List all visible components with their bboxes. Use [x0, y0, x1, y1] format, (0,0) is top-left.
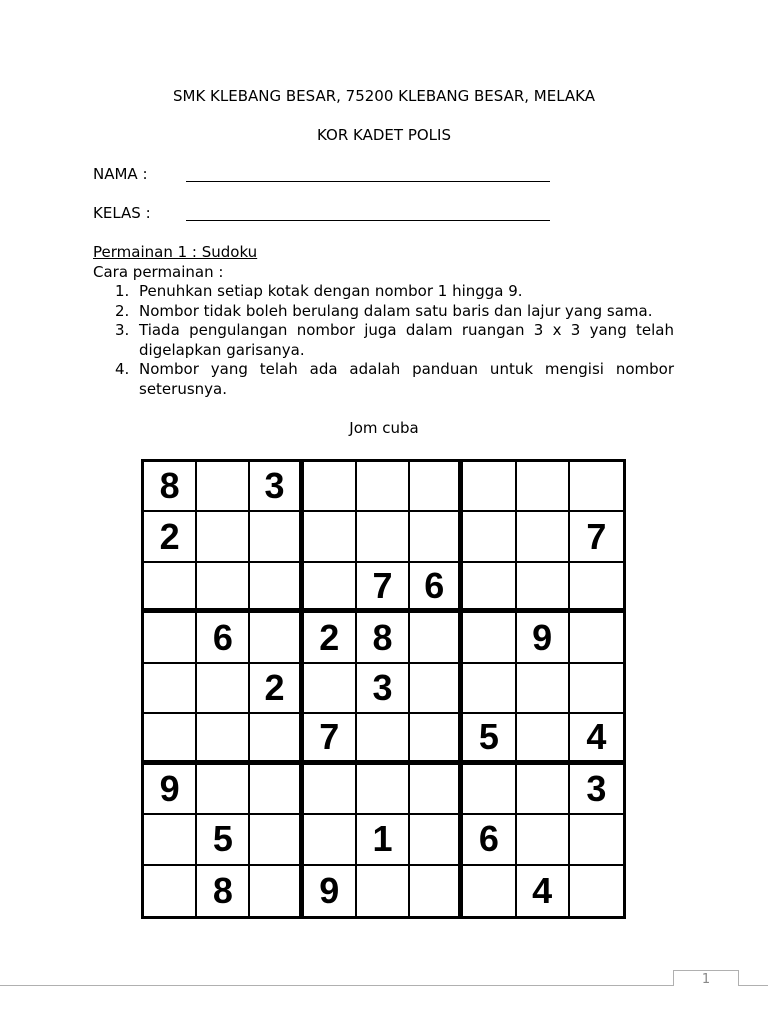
sudoku-cell[interactable] — [144, 563, 197, 613]
sudoku-cell[interactable] — [304, 563, 357, 613]
sudoku-cell[interactable] — [463, 462, 516, 512]
sudoku-cell[interactable]: 6 — [197, 613, 250, 663]
unit-heading: KOR KADET POLIS — [317, 126, 451, 144]
sudoku-cell[interactable] — [570, 462, 623, 512]
footer-divider — [0, 985, 768, 986]
class-label: KELAS : — [93, 204, 151, 222]
sudoku-cell[interactable] — [250, 512, 303, 562]
sudoku-cell[interactable] — [144, 714, 197, 764]
sudoku-cell[interactable] — [304, 512, 357, 562]
sudoku-cell[interactable] — [410, 664, 463, 714]
sudoku-cell[interactable] — [250, 563, 303, 613]
sudoku-cell[interactable] — [250, 815, 303, 865]
sudoku-cell[interactable] — [517, 462, 570, 512]
sudoku-cell[interactable]: 6 — [463, 815, 516, 865]
sudoku-cell[interactable] — [410, 815, 463, 865]
page-number: 1 — [673, 970, 739, 986]
game-title: Permainan 1 : Sudoku — [93, 243, 258, 261]
sudoku-cell[interactable] — [197, 462, 250, 512]
prompt-text: Jom cuba — [349, 419, 419, 437]
sudoku-cell[interactable] — [517, 815, 570, 865]
sudoku-cell[interactable] — [463, 664, 516, 714]
sudoku-cell[interactable] — [197, 765, 250, 815]
rule-number: 3. — [115, 321, 130, 340]
sudoku-cell[interactable]: 8 — [357, 613, 410, 663]
rule-text: Nombor tidak boleh berulang dalam satu baris dan lajur yang sama. — [139, 301, 653, 320]
sudoku-cell[interactable]: 7 — [304, 714, 357, 764]
rule-text: Nombor yang telah ada adalah panduan untuk mengisi nombor seterusnya. — [139, 360, 674, 398]
rule-number: 4. — [115, 360, 130, 379]
sudoku-cell[interactable]: 9 — [517, 613, 570, 663]
sudoku-cell[interactable] — [304, 462, 357, 512]
sudoku-cell[interactable] — [570, 664, 623, 714]
sudoku-cell[interactable] — [357, 512, 410, 562]
sudoku-cell[interactable] — [144, 866, 197, 916]
sudoku-cell[interactable] — [517, 664, 570, 714]
sudoku-cell[interactable] — [144, 815, 197, 865]
rule-text: Tiada pengulangan nombor juga dalam ruangan 3 x 3 yang telah digelapkan garisanya. — [139, 321, 674, 359]
sudoku-cell[interactable]: 4 — [570, 714, 623, 764]
sudoku-cell[interactable] — [357, 462, 410, 512]
rule-item — [93, 321, 674, 360]
sudoku-cell[interactable] — [250, 866, 303, 916]
sudoku-cell[interactable] — [410, 512, 463, 562]
sudoku-cell[interactable] — [250, 765, 303, 815]
sudoku-cell[interactable] — [357, 866, 410, 916]
rule-item — [93, 282, 674, 302]
sudoku-cell[interactable] — [463, 866, 516, 916]
sudoku-cell[interactable] — [517, 765, 570, 815]
sudoku-cell[interactable]: 2 — [144, 512, 197, 562]
sudoku-cell[interactable]: 3 — [250, 462, 303, 512]
sudoku-cell[interactable]: 8 — [144, 462, 197, 512]
rule-text: Penuhkan setiap kotak dengan nombor 1 hingga 9. — [139, 282, 523, 300]
sudoku-cell[interactable] — [197, 512, 250, 562]
sudoku-cell[interactable] — [144, 613, 197, 663]
sudoku-cell[interactable]: 9 — [144, 765, 197, 815]
sudoku-cell[interactable] — [250, 714, 303, 764]
sudoku-cell[interactable]: 7 — [357, 563, 410, 613]
sudoku-cell[interactable] — [410, 866, 463, 916]
sudoku-cell[interactable]: 7 — [570, 512, 623, 562]
sudoku-cell[interactable]: 5 — [197, 815, 250, 865]
sudoku-cell[interactable]: 1 — [357, 815, 410, 865]
sudoku-cell[interactable]: 2 — [304, 613, 357, 663]
rules-list — [93, 282, 674, 400]
class-field[interactable] — [186, 220, 550, 221]
sudoku-cell[interactable] — [304, 765, 357, 815]
rule-item — [93, 302, 674, 322]
sudoku-cell[interactable] — [463, 613, 516, 663]
rule-item — [93, 360, 674, 399]
sudoku-cell[interactable]: 3 — [357, 664, 410, 714]
sudoku-cell[interactable] — [570, 866, 623, 916]
sudoku-cell[interactable]: 8 — [197, 866, 250, 916]
rule-number: 2. — [115, 301, 130, 320]
sudoku-cell[interactable] — [410, 765, 463, 815]
sudoku-cell[interactable] — [197, 714, 250, 764]
sudoku-cell[interactable] — [250, 613, 303, 663]
name-field[interactable] — [186, 181, 550, 182]
sudoku-cell[interactable]: 9 — [304, 866, 357, 916]
sudoku-cell[interactable]: 5 — [463, 714, 516, 764]
school-heading: SMK KLEBANG BESAR, 75200 KLEBANG BESAR, MELAKA — [172, 87, 595, 105]
sudoku-cell[interactable] — [517, 563, 570, 613]
sudoku-cell[interactable] — [570, 613, 623, 663]
sudoku-cell[interactable] — [463, 512, 516, 562]
name-label: NAMA : — [93, 165, 148, 183]
sudoku-cell[interactable] — [410, 613, 463, 663]
sudoku-cell[interactable] — [357, 714, 410, 764]
sudoku-cell[interactable] — [144, 664, 197, 714]
sudoku-cell[interactable] — [410, 714, 463, 764]
instructions-heading: Cara permainan : — [93, 263, 224, 281]
sudoku-cell[interactable] — [357, 765, 410, 815]
sudoku-cell[interactable] — [517, 714, 570, 764]
sudoku-cell[interactable] — [463, 563, 516, 613]
sudoku-cell[interactable] — [517, 512, 570, 562]
sudoku-grid — [141, 459, 626, 919]
sudoku-cell[interactable]: 3 — [570, 765, 623, 815]
sudoku-cell[interactable] — [197, 664, 250, 714]
sudoku-cell[interactable]: 2 — [250, 664, 303, 714]
sudoku-cell[interactable] — [197, 563, 250, 613]
sudoku-cell[interactable] — [410, 462, 463, 512]
rule-number: 1. — [115, 282, 130, 300]
sudoku-cell[interactable] — [463, 765, 516, 815]
sudoku-cell[interactable] — [304, 815, 357, 865]
sudoku-cell[interactable] — [570, 815, 623, 865]
sudoku-cell[interactable] — [570, 563, 623, 613]
sudoku-cell[interactable] — [304, 664, 357, 714]
sudoku-cell[interactable]: 4 — [517, 866, 570, 916]
sudoku-cell[interactable]: 6 — [410, 563, 463, 613]
